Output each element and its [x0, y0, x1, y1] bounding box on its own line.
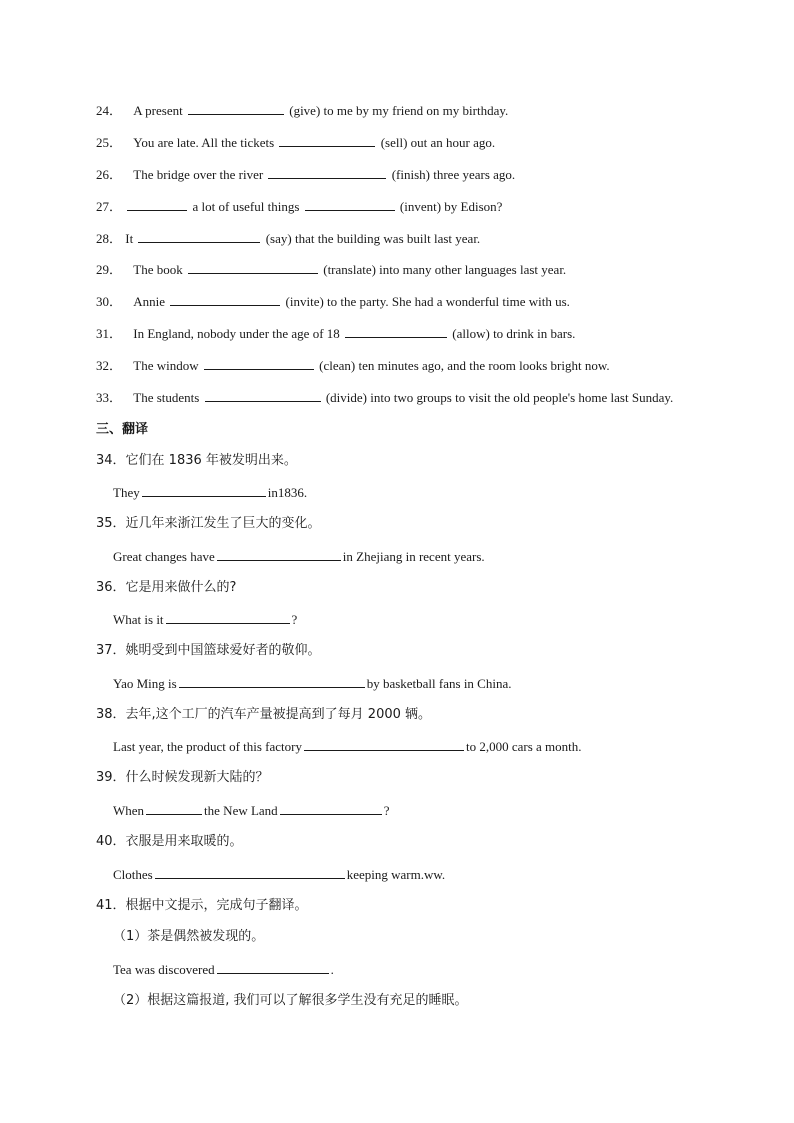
question-36-answer [113, 611, 297, 628]
question-41-prompt [96, 898, 308, 914]
question-number: 36． [96, 580, 126, 595]
question-number: 25． [96, 135, 123, 150]
question-text: (finish) three years ago. [391, 167, 516, 182]
question-text: Last year, the product of this factory [113, 739, 302, 754]
question-number: 34． [96, 453, 126, 468]
question-text: in Zhejiang in recent years. [342, 549, 485, 564]
question-number: 28． [96, 231, 123, 246]
question-number: 40． [96, 834, 126, 849]
question-41-sub1-prompt: （1）茶是偶然被发现的。 [113, 929, 265, 944]
question-number: 32． [96, 358, 123, 373]
question-text: (invite) to the party. She had a wonderful time with us. [285, 294, 570, 309]
question-text: The students [133, 390, 200, 405]
question-29 [96, 261, 566, 278]
question-text: The book [133, 262, 183, 277]
question-text: a lot of useful things [192, 199, 300, 214]
question-number: 26． [96, 167, 123, 182]
question-text: keeping warm.ww. [346, 867, 446, 882]
question-text: Great changes have [113, 549, 215, 564]
question-40-answer [113, 866, 445, 883]
question-text: (invent) by Edison? [399, 199, 503, 214]
question-39-answer [113, 802, 389, 819]
question-text: A present [133, 103, 183, 118]
question-text: (clean) ten minutes ago, and the room looks bright now. [319, 358, 610, 373]
question-text: (divide) into two groups to visit the old people's home last Sunday. [325, 390, 674, 405]
answer-blank[interactable] [170, 293, 280, 306]
question-text: (translate) into many other languages last year. [323, 262, 567, 277]
section-heading-translation: 三、翻译 [96, 422, 149, 437]
question-text: Clothes [113, 867, 153, 882]
question-chinese: 根据中文提示，完成句子翻译。 [125, 898, 308, 913]
question-31 [96, 325, 575, 342]
question-text: in1836. [267, 485, 308, 500]
question-number: 38． [96, 707, 126, 722]
question-34-answer [113, 484, 307, 501]
question-text: The bridge over the river [133, 167, 264, 182]
question-text: ? [383, 803, 390, 818]
question-chinese: 近几年来浙江发生了巨大的变化。 [125, 516, 321, 531]
answer-blank[interactable] [146, 802, 202, 815]
question-text: (give) to me by my friend on my birthday. [289, 103, 509, 118]
question-text: Yao Ming is [113, 676, 177, 691]
question-chinese: 它是用来做什么的? [125, 580, 237, 595]
question-text: ? [291, 612, 298, 627]
question-text: When [113, 803, 145, 818]
question-number: 33． [96, 390, 123, 405]
question-40-prompt [96, 834, 243, 850]
question-41-sub1-answer [113, 961, 334, 978]
question-number: 41． [96, 898, 126, 913]
answer-blank[interactable] [138, 230, 260, 243]
question-text: You are late. All the tickets [133, 135, 275, 150]
question-text: to 2,000 cars a month. [466, 739, 582, 754]
question-34-prompt [96, 453, 297, 469]
question-text: (say) that the building was built last year. [265, 231, 481, 246]
question-text: (sell) out an hour ago. [380, 135, 496, 150]
answer-blank[interactable] [204, 357, 314, 370]
question-text: Tea was discovered [113, 962, 215, 977]
answer-blank[interactable] [205, 389, 321, 402]
question-chinese: 什么时候发现新大陆的？ [125, 770, 269, 785]
answer-blank[interactable] [188, 102, 284, 115]
question-26 [96, 166, 515, 183]
question-32 [96, 357, 610, 374]
question-number: 37． [96, 643, 126, 658]
answer-blank[interactable] [179, 675, 365, 688]
question-39-prompt [96, 770, 269, 786]
question-text: . [330, 962, 334, 977]
question-text: The window [133, 358, 199, 373]
question-number: 24． [96, 103, 123, 118]
answer-blank[interactable] [280, 802, 382, 815]
question-37-answer [113, 675, 511, 692]
question-35-answer [113, 548, 485, 565]
question-41-sub2-prompt: （2）根据这篇报道, 我们可以了解很多学生没有充足的睡眠。 [113, 993, 468, 1008]
question-text: the New Land [204, 803, 278, 818]
answer-blank[interactable] [217, 548, 341, 561]
question-number: 35． [96, 516, 126, 531]
answer-blank[interactable] [166, 611, 290, 624]
question-text: What is it [113, 612, 164, 627]
question-number: 31． [96, 326, 123, 341]
answer-blank[interactable] [279, 134, 375, 147]
question-38-prompt [96, 707, 431, 723]
question-text: by basketball fans in China. [366, 676, 512, 691]
question-number: 39． [96, 770, 126, 785]
question-text: It [125, 231, 134, 246]
question-27 [96, 198, 502, 215]
answer-blank[interactable] [217, 961, 329, 974]
answer-blank[interactable] [268, 166, 386, 179]
question-28 [96, 230, 480, 247]
answer-blank[interactable] [345, 325, 447, 338]
question-chinese: 去年,这个工厂的汽车产量被提高到了每月 2000 辆。 [125, 707, 432, 722]
answer-blank[interactable] [127, 198, 187, 211]
question-number: 30． [96, 294, 123, 309]
answer-blank[interactable] [304, 738, 464, 751]
question-37-prompt [96, 643, 321, 659]
question-number: 29． [96, 262, 123, 277]
question-text: In England, nobody under the age of 18 [133, 326, 340, 341]
question-36-prompt [96, 580, 236, 596]
answer-blank[interactable] [155, 866, 345, 879]
question-30 [96, 293, 570, 310]
question-text: They [113, 485, 140, 500]
question-25 [96, 134, 495, 151]
answer-blank[interactable] [142, 484, 266, 497]
question-35-prompt [96, 516, 321, 532]
answer-blank[interactable] [188, 261, 318, 274]
question-chinese: 姚明受到中国篮球爱好者的敬仰。 [125, 643, 321, 658]
question-number: 27． [96, 199, 123, 214]
question-33 [96, 389, 673, 406]
answer-blank[interactable] [305, 198, 395, 211]
question-chinese: 衣服是用来取暖的。 [125, 834, 243, 849]
question-24 [96, 102, 508, 119]
question-text: (allow) to drink in bars. [452, 326, 576, 341]
question-text: Annie [133, 294, 166, 309]
question-chinese: 它们在 1836 年被发明出来。 [125, 453, 297, 468]
question-38-answer [113, 738, 582, 755]
